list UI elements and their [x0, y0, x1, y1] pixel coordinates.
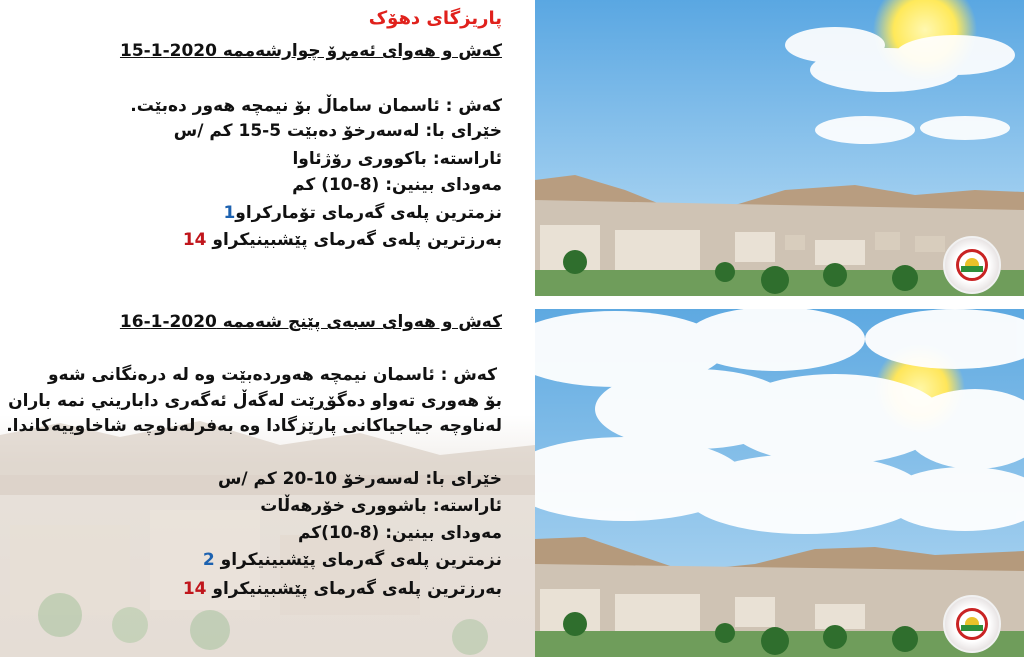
day2-direction: ئاراستە: باشووری خۆرهەڵات	[260, 496, 502, 516]
day1-wind: خێرای با: لەسەرخۆ دەبێت 5-15 کم /س	[173, 121, 502, 141]
day2-visibility: مەودای بینین: (8-10)کم	[297, 523, 502, 543]
day2-wind: خێرای با: لەسەرخۆ 10-20 کم /س	[217, 469, 502, 489]
weather-logo-icon	[943, 236, 1001, 294]
day1-heading: کەش و هەوای ئەمڕۆ چوارشەممە 2020-1-15	[119, 41, 502, 61]
day1-min-label: نزمترین پلەی گەرمای تۆمارکراو	[235, 203, 502, 223]
city-skyline-sunny-photo	[535, 0, 1024, 296]
day1-min-value: 1	[223, 203, 236, 223]
photo-divider	[535, 296, 1024, 309]
weather-logo-icon	[943, 595, 1001, 653]
day2-max-temp	[183, 578, 502, 600]
city-skyline-cloudy-photo	[535, 309, 1024, 657]
day2-max-label: بەرزترین پلەی گەرمای پێشبینیکراو	[212, 579, 502, 599]
day1-direction: ئاراستە: باکووری رۆژئاوا	[292, 149, 502, 169]
day1-sky: کەش : ئاسمان ساماڵ بۆ نیمچە هەور دەبێت.	[130, 96, 502, 116]
day1-max-temp	[183, 229, 502, 251]
day2-max-value: 14	[182, 579, 207, 599]
day2-sky-line3: لەناوچە جیاجیاکانی پارێزگادا وە بەفرلەناوچە شاخاوییەکاندا.	[6, 416, 502, 436]
day2-sky-line1: کەش : ئاسمان نیمچە هەوردەبێت وە لە درەنگانی شەو	[47, 365, 497, 385]
day1-max-label: بەرزترین پلەی گەرمای پێشبینیکراو	[212, 230, 502, 250]
day2-min-temp	[203, 549, 502, 571]
day2-min-value: 2	[202, 550, 215, 570]
day1-max-value: 14	[182, 230, 207, 250]
province-title: پاریزگای دهۆک	[368, 8, 502, 29]
day2-sky-line2: بۆ هەوری تەواو دەگۆڕێت لەگەڵ ئەگەری داباریني نمە باران	[8, 391, 502, 411]
day2-min-label: نزمترین پلەی گەرمای پێشبینیکراو	[220, 550, 502, 570]
day2-heading: کەش و هەوای سبەی پێنج شەممە 2020-1-16	[119, 312, 502, 332]
day1-visibility: مەودای بینین: (8-10) کم	[292, 175, 502, 195]
day1-min-temp	[223, 202, 502, 224]
